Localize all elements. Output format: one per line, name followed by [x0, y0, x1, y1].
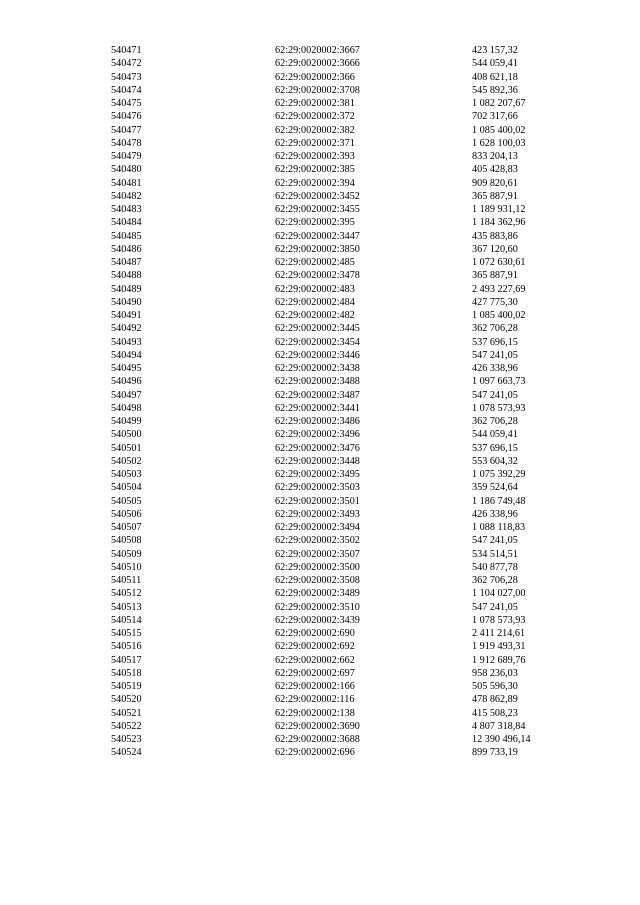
row-number: 540493	[111, 336, 142, 348]
cadastral-number: 62:29:0020002:3688	[275, 734, 360, 745]
cadastral-value: 359 524,64	[472, 482, 518, 494]
table-row	[0, 322, 640, 335]
table-row	[0, 693, 640, 706]
cadastral-number: 62:29:0020002:690	[275, 628, 355, 639]
cadastral-number: 62:29:0020002:662	[275, 654, 355, 666]
table-row	[0, 71, 640, 84]
table-row	[0, 163, 640, 176]
table-row	[0, 124, 640, 137]
row-number: 540490	[111, 296, 142, 308]
table-row	[0, 746, 640, 759]
cadastral-value: 547 241,05	[472, 601, 518, 613]
row-number: 540489	[111, 283, 142, 295]
cadastral-value: 547 241,05	[472, 535, 518, 547]
cadastral-number: 62:29:0020002:3508	[275, 575, 360, 586]
table-row	[0, 481, 640, 494]
row-number: 540495	[111, 363, 142, 374]
cadastral-value: 423 157,32	[472, 45, 518, 56]
cadastral-value: 505 596,30	[472, 681, 518, 692]
table-row	[0, 97, 640, 110]
table-row	[0, 614, 640, 627]
cadastral-number: 62:29:0020002:3850	[275, 243, 360, 255]
cadastral-number: 62:29:0020002:697	[275, 667, 355, 679]
cadastral-number: 62:29:0020002:3494	[275, 522, 360, 533]
table-row	[0, 57, 640, 70]
table-row	[0, 667, 640, 680]
cadastral-number: 62:29:0020002:3503	[275, 482, 360, 494]
cadastral-value: 1 085 400,02	[472, 310, 526, 321]
cadastral-value: 367 120,60	[472, 243, 518, 255]
row-number: 540512	[111, 588, 142, 600]
cadastral-value: 4 807 318,84	[472, 720, 526, 732]
cadastral-value: 365 887,91	[472, 270, 518, 282]
cadastral-value: 1 919 493,31	[472, 641, 526, 653]
row-number: 540478	[111, 137, 142, 149]
cadastral-number: 62:29:0020002:3455	[275, 204, 360, 215]
row-number: 540486	[111, 243, 142, 255]
table-row	[0, 137, 640, 150]
cadastral-value: 2 493 227,69	[472, 283, 526, 295]
row-number: 540471	[111, 45, 142, 56]
row-number: 540514	[111, 614, 142, 626]
cadastral-value: 1 097 663,73	[472, 376, 526, 388]
row-number: 540494	[111, 349, 142, 361]
cadastral-value: 553 604,32	[472, 455, 518, 467]
table-row	[0, 283, 640, 296]
row-number: 540481	[111, 177, 142, 189]
row-number: 540475	[111, 98, 142, 109]
cadastral-number: 62:29:0020002:3454	[275, 336, 360, 348]
table-row	[0, 627, 640, 640]
cadastral-value: 545 892,36	[472, 84, 518, 96]
cadastral-value: 426 338,96	[472, 363, 518, 374]
row-number: 540508	[111, 535, 142, 547]
cadastral-value: 405 428,83	[472, 164, 518, 176]
cadastral-number: 62:29:0020002:393	[275, 151, 355, 162]
row-number: 540510	[111, 561, 142, 573]
cadastral-number: 62:29:0020002:3476	[275, 442, 360, 454]
table-row	[0, 455, 640, 468]
table-row	[0, 680, 640, 693]
row-number: 540488	[111, 270, 142, 282]
row-number: 540499	[111, 416, 142, 427]
table-row	[0, 640, 640, 653]
cadastral-value: 1 184 362,96	[472, 217, 526, 229]
table-row	[0, 428, 640, 441]
cadastral-number: 62:29:0020002:395	[275, 217, 355, 229]
row-number: 540520	[111, 694, 142, 706]
row-number: 540517	[111, 654, 142, 666]
row-number: 540503	[111, 469, 142, 480]
cadastral-number: 62:29:0020002:116	[275, 694, 355, 706]
cadastral-number: 62:29:0020002:3488	[275, 376, 360, 388]
cadastral-value: 427 775,30	[472, 296, 518, 308]
row-number: 540521	[111, 707, 142, 719]
row-number: 540487	[111, 257, 142, 268]
table-row	[0, 587, 640, 600]
cadastral-number: 62:29:0020002:3496	[275, 429, 360, 441]
cadastral-number: 62:29:0020002:381	[275, 98, 355, 109]
row-number: 540472	[111, 58, 142, 70]
row-number: 540502	[111, 455, 142, 467]
row-number: 540513	[111, 601, 142, 613]
row-number: 540473	[111, 71, 142, 83]
cadastral-number: 62:29:0020002:3502	[275, 535, 360, 547]
table-row	[0, 256, 640, 269]
row-number: 540474	[111, 84, 142, 96]
cadastral-value: 1 078 573,93	[472, 402, 526, 414]
table-row	[0, 296, 640, 309]
table-row	[0, 468, 640, 481]
cadastral-value: 1 072 630,61	[472, 257, 526, 268]
cadastral-number: 62:29:0020002:3448	[275, 455, 360, 467]
cadastral-value: 1 189 931,12	[472, 204, 526, 215]
cadastral-number: 62:29:0020002:3489	[275, 588, 360, 600]
cadastral-value: 1 628 100,03	[472, 137, 526, 149]
cadastral-value: 544 059,41	[472, 429, 518, 441]
cadastral-number: 62:29:0020002:3447	[275, 230, 360, 242]
cadastral-number: 62:29:0020002:3495	[275, 469, 360, 480]
table-row	[0, 720, 640, 733]
table-row	[0, 402, 640, 415]
row-number: 540523	[111, 734, 142, 745]
cadastral-number: 62:29:0020002:382	[275, 124, 355, 136]
cadastral-number: 62:29:0020002:138	[275, 707, 355, 719]
row-number: 540518	[111, 667, 142, 679]
table-row	[0, 733, 640, 746]
row-number: 540496	[111, 376, 142, 388]
cadastral-number: 62:29:0020002:3441	[275, 402, 360, 414]
table-row	[0, 84, 640, 97]
table-row	[0, 375, 640, 388]
table-row	[0, 521, 640, 534]
cadastral-value: 1 088 118,83	[472, 522, 526, 533]
table-row	[0, 110, 640, 123]
cadastral-value: 540 877,78	[472, 561, 518, 573]
row-number: 540504	[111, 482, 142, 494]
row-number: 540505	[111, 495, 142, 507]
table-row	[0, 269, 640, 282]
cadastral-number: 62:29:0020002:3501	[275, 495, 360, 507]
cadastral-value: 537 696,15	[472, 442, 518, 454]
row-number: 540497	[111, 389, 142, 401]
cadastral-number: 62:29:0020002:3438	[275, 363, 360, 374]
table-row	[0, 362, 640, 375]
cadastral-number: 62:29:0020002:3486	[275, 416, 360, 427]
row-number: 540509	[111, 548, 142, 560]
table-row	[0, 44, 640, 57]
cadastral-number: 62:29:0020002:3487	[275, 389, 360, 401]
row-number: 540515	[111, 628, 142, 639]
cadastral-value: 547 241,05	[472, 389, 518, 401]
table-row	[0, 203, 640, 216]
cadastral-number: 62:29:0020002:696	[275, 747, 355, 759]
cadastral-number: 62:29:0020002:3667	[275, 45, 360, 56]
table-row	[0, 601, 640, 614]
row-number: 540484	[111, 217, 142, 229]
row-number: 540491	[111, 310, 142, 321]
table-row	[0, 216, 640, 229]
cadastral-value: 1 186 749,48	[472, 495, 526, 507]
cadastral-value: 1 104 027,00	[472, 588, 526, 600]
row-number: 540507	[111, 522, 142, 533]
row-number: 540477	[111, 124, 142, 136]
cadastral-value: 909 820,61	[472, 177, 518, 189]
cadastral-number: 62:29:0020002:394	[275, 177, 355, 189]
cadastral-value: 426 338,96	[472, 508, 518, 520]
cadastral-number: 62:29:0020002:371	[275, 137, 355, 149]
cadastral-number: 62:29:0020002:3439	[275, 614, 360, 626]
table-row	[0, 336, 640, 349]
cadastral-value: 435 883,86	[472, 230, 518, 242]
table-row	[0, 508, 640, 521]
table-row	[0, 177, 640, 190]
cadastral-value: 415 508,23	[472, 707, 518, 719]
cadastral-value: 547 241,05	[472, 349, 518, 361]
cadastral-value: 2 411 214,61	[472, 628, 526, 639]
cadastral-number: 62:29:0020002:3445	[275, 323, 360, 335]
table-row	[0, 495, 640, 508]
row-number: 540498	[111, 402, 142, 414]
cadastral-number: 62:29:0020002:3446	[275, 349, 360, 361]
row-number: 540476	[111, 111, 142, 123]
cadastral-number: 62:29:0020002:372	[275, 111, 355, 123]
row-number: 540524	[111, 747, 142, 759]
table-row	[0, 190, 640, 203]
cadastral-number: 62:29:0020002:485	[275, 257, 355, 268]
row-number: 540519	[111, 681, 142, 692]
table-row	[0, 707, 640, 720]
cadastral-value: 362 706,28	[472, 323, 518, 335]
table-row	[0, 349, 640, 362]
cadastral-number: 62:29:0020002:3507	[275, 548, 360, 560]
cadastral-number: 62:29:0020002:484	[275, 296, 355, 308]
cadastral-number: 62:29:0020002:692	[275, 641, 355, 653]
cadastral-value: 478 862,89	[472, 694, 518, 706]
cadastral-number: 62:29:0020002:3500	[275, 561, 360, 573]
cadastral-value: 702 317,66	[472, 111, 518, 123]
row-number: 540501	[111, 442, 142, 454]
cadastral-value: 544 059,41	[472, 58, 518, 70]
cadastral-value: 362 706,28	[472, 416, 518, 427]
cadastral-value: 1 075 392,29	[472, 469, 526, 480]
row-number: 540500	[111, 429, 142, 441]
cadastral-number: 62:29:0020002:385	[275, 164, 355, 176]
row-number: 540516	[111, 641, 142, 653]
table-row	[0, 561, 640, 574]
cadastral-value: 1 078 573,93	[472, 614, 526, 626]
row-number: 540506	[111, 508, 142, 520]
table-row	[0, 548, 640, 561]
cadastral-value: 408 621,18	[472, 71, 518, 83]
cadastral-value: 899 733,19	[472, 747, 518, 759]
cadastral-number: 62:29:0020002:483	[275, 283, 355, 295]
row-number: 540483	[111, 204, 142, 215]
row-number: 540485	[111, 230, 142, 242]
table-row	[0, 150, 640, 163]
row-number: 540492	[111, 323, 142, 335]
cadastral-value: 1 912 689,76	[472, 654, 526, 666]
cadastral-value: 12 390 496,14	[472, 734, 531, 745]
table-row	[0, 243, 640, 256]
table-row	[0, 230, 640, 243]
cadastral-number: 62:29:0020002:366	[275, 71, 355, 83]
cadastral-value: 1 085 400,02	[472, 124, 526, 136]
cadastral-number: 62:29:0020002:3666	[275, 58, 360, 70]
cadastral-value: 1 082 207,67	[472, 98, 526, 109]
data-table	[0, 44, 640, 760]
row-number: 540482	[111, 190, 142, 202]
cadastral-number: 62:29:0020002:3510	[275, 601, 360, 613]
row-number: 540511	[111, 575, 142, 586]
cadastral-number: 62:29:0020002:3690	[275, 720, 360, 732]
table-row	[0, 442, 640, 455]
cadastral-number: 62:29:0020002:166	[275, 681, 355, 692]
table-row	[0, 415, 640, 428]
cadastral-value: 537 696,15	[472, 336, 518, 348]
cadastral-number: 62:29:0020002:3493	[275, 508, 360, 520]
table-row	[0, 534, 640, 547]
row-number: 540480	[111, 164, 142, 176]
table-row	[0, 389, 640, 402]
table-row	[0, 654, 640, 667]
table-row	[0, 309, 640, 322]
table-row	[0, 574, 640, 587]
cadastral-value: 534 514,51	[472, 548, 518, 560]
row-number: 540479	[111, 151, 142, 162]
cadastral-value: 958 236,03	[472, 667, 518, 679]
cadastral-value: 365 887,91	[472, 190, 518, 202]
cadastral-number: 62:29:0020002:3452	[275, 190, 360, 202]
cadastral-number: 62:29:0020002:3708	[275, 84, 360, 96]
cadastral-value: 362 706,28	[472, 575, 518, 586]
row-number: 540522	[111, 720, 142, 732]
cadastral-number: 62:29:0020002:3478	[275, 270, 360, 282]
cadastral-value: 833 204,13	[472, 151, 518, 162]
cadastral-number: 62:29:0020002:482	[275, 310, 355, 321]
